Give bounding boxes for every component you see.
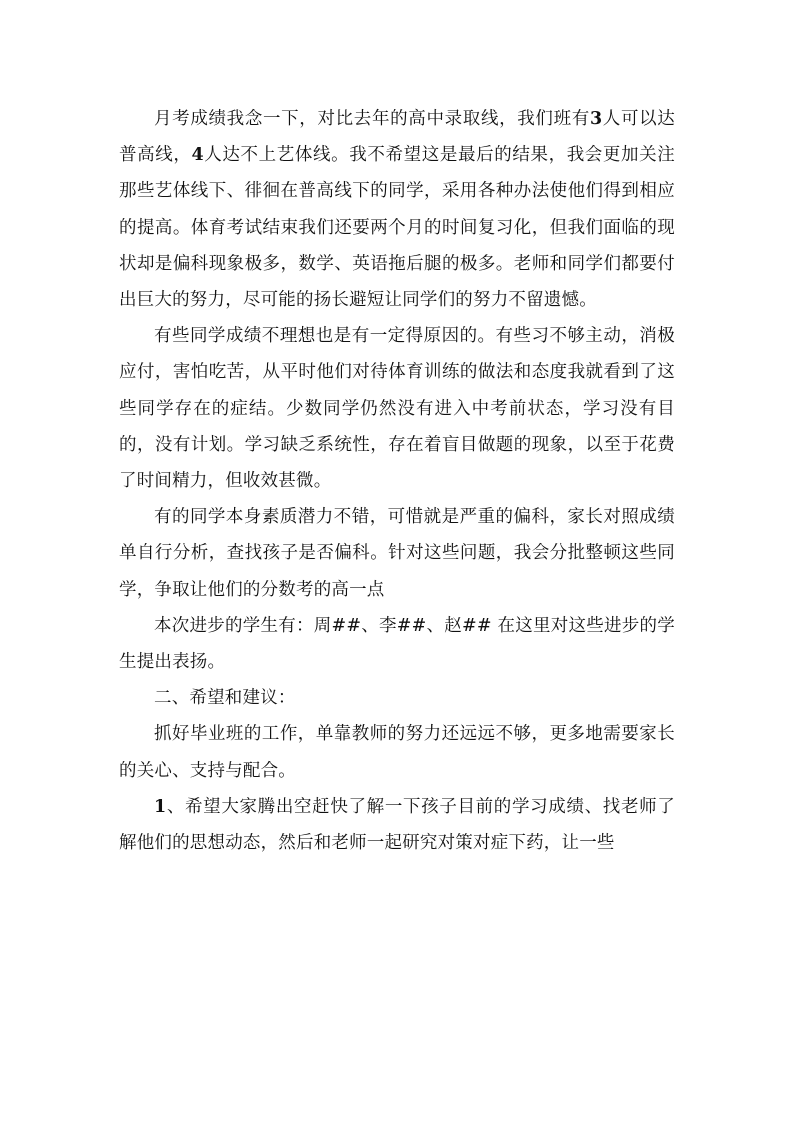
paragraph-reasons: 有些同学成绩不理想也是有一定得原因的。有些习不够主动，消极应付，害怕吃苦，从平时他们对待体育训练的做法和态度我就看到了这些同学存在的症结。少数同学仍然没有进入中考前状态，学习没有目的，没有计划。学习缺乏系统性，存在着盲目做题的现象，以至于花费了时间精力，但收效甚微。 bbox=[119, 326, 675, 492]
bold-number: 3 bbox=[589, 109, 603, 129]
document-body bbox=[119, 101, 675, 861]
paragraph-progress-students: 本次进步的学生有：周##、李##、赵## 在这里对这些进步的学生提出表扬。 bbox=[119, 615, 675, 673]
paragraph-subject-bias: 有的同学本身素质潜力不错，可惜就是严重的偏科，家长对照成绩单自行分析，查找孩子是否偏科。针对这些问题，我会分批整顿这些同学，争取让他们的分数考的高一点 bbox=[119, 507, 675, 600]
bold-number: 4 bbox=[191, 145, 204, 166]
section-heading-hopes: 二、希望和建议： bbox=[154, 688, 296, 709]
text-segment: 人可以达普高线， bbox=[119, 109, 675, 166]
text-segment: 月考成绩我念一下，对比去年的高中录取线，我们班有 bbox=[154, 109, 590, 129]
paragraph-parent-support: 抓好毕业班的工作，单靠教师的努力还远远不够，更多地需要家长的关心、支持与配合。 bbox=[119, 724, 675, 781]
list-number: 1 bbox=[154, 796, 167, 817]
paragraph-suggestion-1 bbox=[119, 789, 675, 861]
text-segment: 、希望大家腾出空赶快了解一下孩子目前的学习成绩、找老师了解他们的思想动态，然后和老师一起研究对策对症下药，让一些 bbox=[119, 796, 675, 854]
text-segment: 人达不上艺体线。我不希望这是最后的结果，我会更加关注那些艺体线下、徘徊在普高线下的同学，采用各种办法使他们得到相应的提高。体育考试结束我们还要两个月的时间复习化，但我们面临的现状却是偏科现象极多，数学、英语拖后腿的极多。老师和同学们都要付出巨大的努力，尽可能的扬长避短让同学们的努力不留遗憾。 bbox=[119, 145, 675, 311]
paragraph-exam-results bbox=[119, 101, 675, 318]
